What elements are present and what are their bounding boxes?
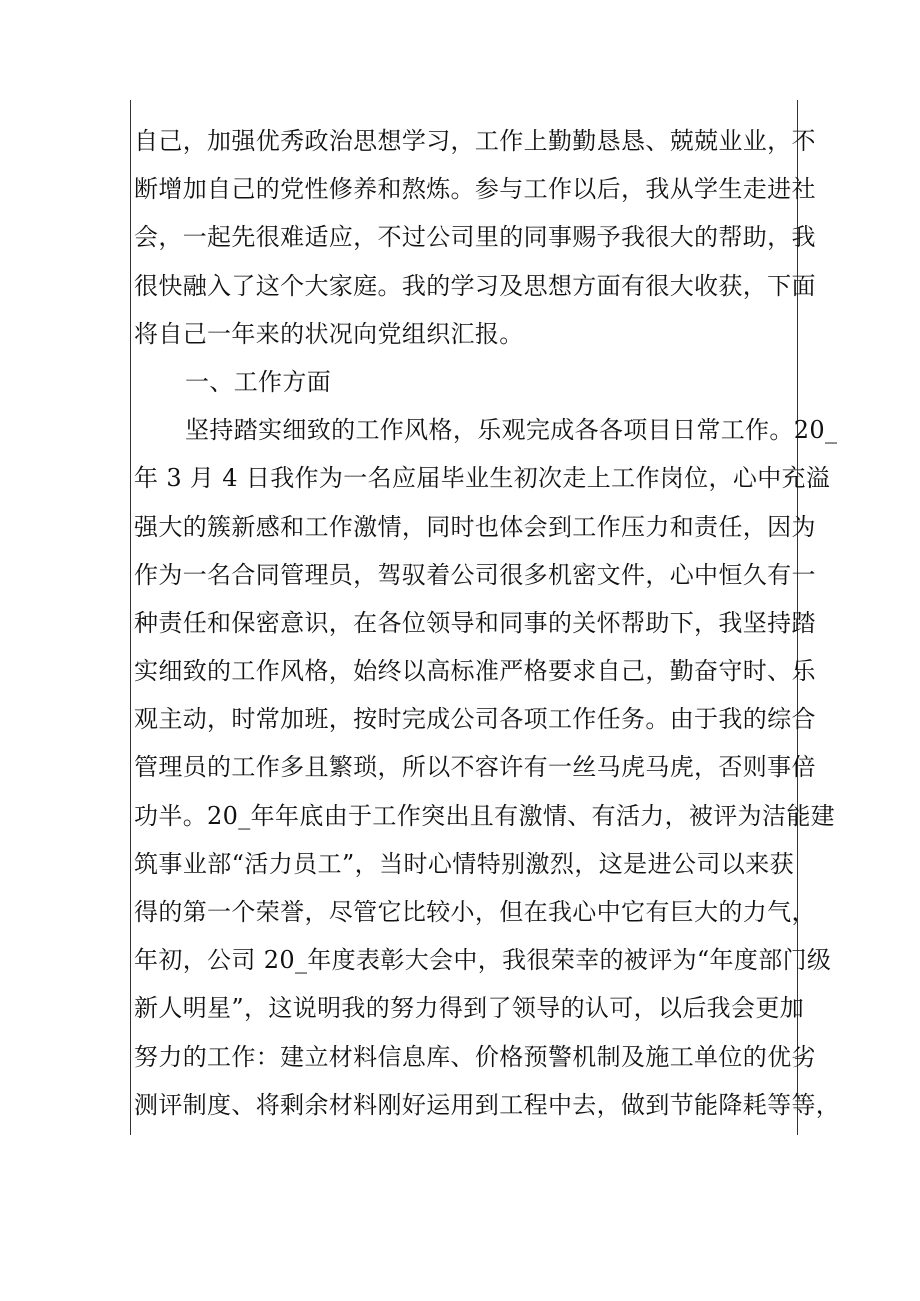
- section-heading: 一、工作方面: [185, 367, 332, 396]
- text-line: 新人明星”，这说明我的努力得到了领导的认可，以后我会更加: [134, 994, 805, 1023]
- text-line: 功半。20_年年底由于工作突出且有激情、有活力，被评为洁能建: [134, 801, 836, 830]
- text-line: 会，一起先很难适应，不过公司里的同事赐予我很大的帮助，我: [134, 223, 816, 252]
- table-border-left: [130, 100, 131, 1135]
- text-line: 筑事业部“活力员工”，当时心情特别激烈，这是进公司以来获: [134, 849, 794, 878]
- text-line: 管理员的工作多且繁琐，所以不容许有一丝马虎马虎，否则事倍: [134, 753, 816, 782]
- document-body: [134, 117, 841, 1129]
- text-line: 得的第一个荣誉，尽管它比较小，但在我心中它有巨大的力气，: [134, 898, 816, 926]
- text-line: 年初，公司 20_年度表彰大会中，我很荣幸的被评为“年度部门级: [134, 946, 832, 975]
- text-line: 坚持踏实细致的工作风格，乐观完成各各项目日常工作。20_: [185, 416, 838, 445]
- text-line: 断增加自己的党性修养和熬炼。参与工作以后，我从学生走进社: [134, 175, 816, 204]
- text-line: 强大的簇新感和工作激情，同时也体会到工作压力和责任，因为: [134, 512, 816, 541]
- text-line: 年 3 月 4 日我作为一名应届毕业生初次走上工作岗位，心中充溢: [134, 464, 831, 493]
- text-line: 种责任和保密意识，在各位领导和同事的关怀帮助下，我坚持踏: [134, 608, 816, 637]
- text-line: 自己，加强优秀政治思想学习，工作上勤勤恳恳、兢兢业业，不: [134, 127, 816, 155]
- text-line: 测评制度、将剩余材料刚好运用到工程中去，做到节能降耗等等，: [134, 1090, 841, 1119]
- text-line: 很快融入了这个大家庭。我的学习及思想方面有很大收获，下面: [134, 271, 816, 300]
- text-line: 观主动，时常加班，按时完成公司各项工作任务。由于我的综合: [134, 705, 816, 734]
- text-line: 将自己一年来的状况向党组织汇报。: [134, 319, 524, 348]
- text-line: 作为一名合同管理员，驾驭着公司很多机密文件，心中恒久有一: [134, 560, 816, 589]
- text-line: 实细致的工作风格，始终以高标准严格要求自己，勤奋守时、乐: [134, 657, 816, 686]
- text-line: 努力的工作：建立材料信息库、价格预警机制及施工单位的优劣: [134, 1042, 816, 1071]
